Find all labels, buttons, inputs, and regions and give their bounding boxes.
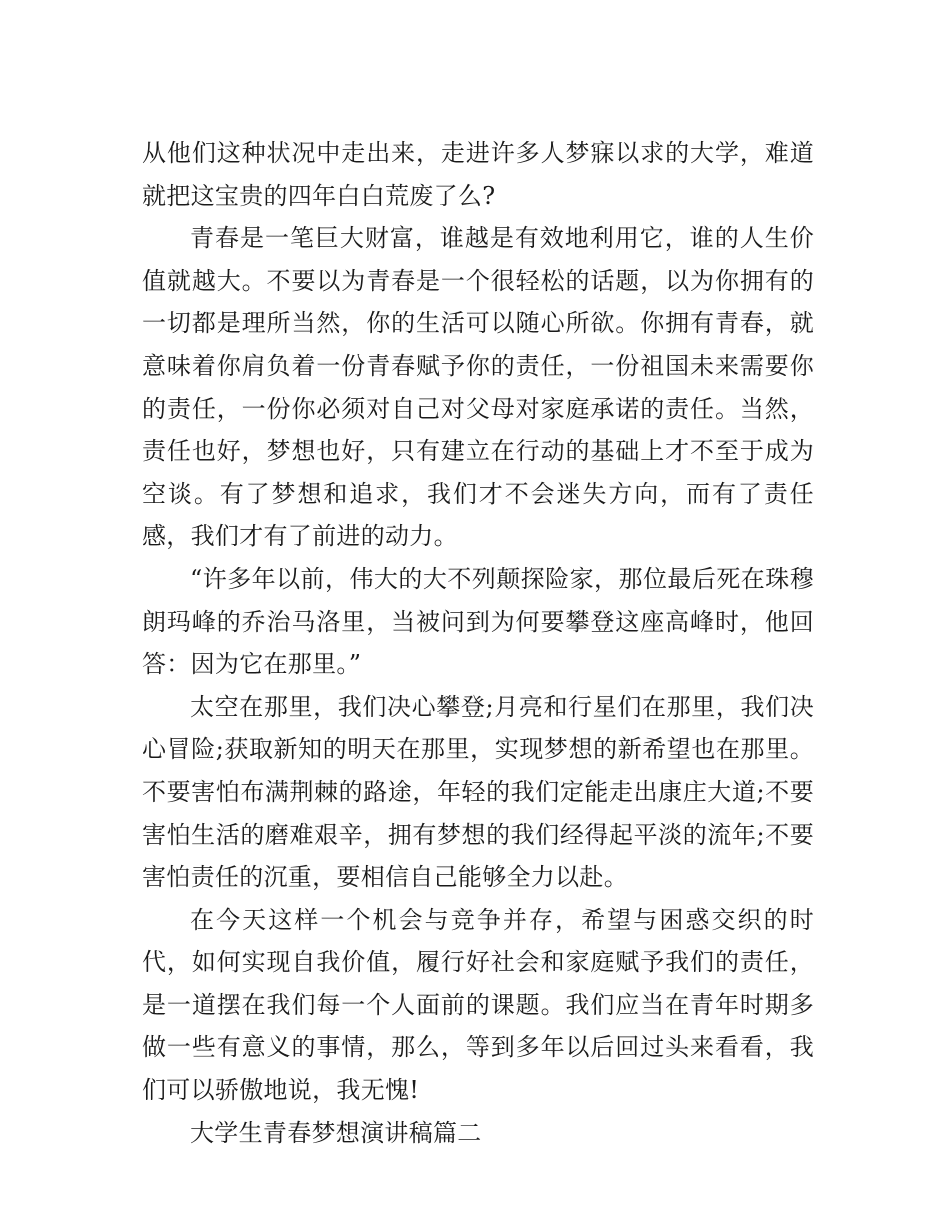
paragraph-continuation: 从他们这种状况中走出来，走进许多人梦寐以求的大学，难道就把这宝贵的四年白白荒废了么? — [142, 139, 814, 210]
paragraph-youth-wealth: 青春是一笔巨大财富，谁越是有效地利用它，谁的人生价值就越大。不要以为青春是一个很轻松的话题，以为你拥有的一切都是理所当然，你的生活可以随心所欲。你拥有青春，就意味着你肩负着一份青春赋予你的责任，一份祖国未来需要你的责任，一份你必须对自己对父母对家庭承诺的责任。当然，责任也好，梦想也好，只有建立在行动的基础上才不至于成为空谈。有了梦想和追求，我们才不会迷失方向，而有了责任感，我们才有了前进的动力。 — [142, 224, 814, 551]
document-body — [142, 132, 814, 1154]
paragraph-space-there: 太空在那里，我们决心攀登;月亮和行星们在那里，我们决心冒险;获取新知的明天在那里，实现梦想的新希望也在那里。不要害怕布满荆棘的路途，年轻的我们定能走出康庄大道;不要害怕生活的磨难艰辛，拥有梦想的我们经得起平淡的流年;不要害怕责任的沉重，要相信自己能够全力以赴。 — [142, 692, 814, 892]
paragraph-mallory-quote: “许多年以前，伟大的大不列颠探险家，那位最后死在珠穆朗玛峰的乔治马洛里，当被问到为何要攀登这座高峰时，他回答：因为它在那里。” — [142, 564, 814, 679]
paragraph-self-value: 在今天这样一个机会与竞争并存，希望与困惑交织的时代，如何实现自我价值，履行好社会和家庭赋予我们的责任，是一道摆在我们每一个人面前的课题。我们应当在青年时期多做一些有意义的事情，那么，等到多年以后回过头来看看，我们可以骄傲地说，我无愧! — [142, 905, 814, 1105]
section-heading: 大学生青春梦想演讲稿篇二 — [190, 1118, 482, 1147]
